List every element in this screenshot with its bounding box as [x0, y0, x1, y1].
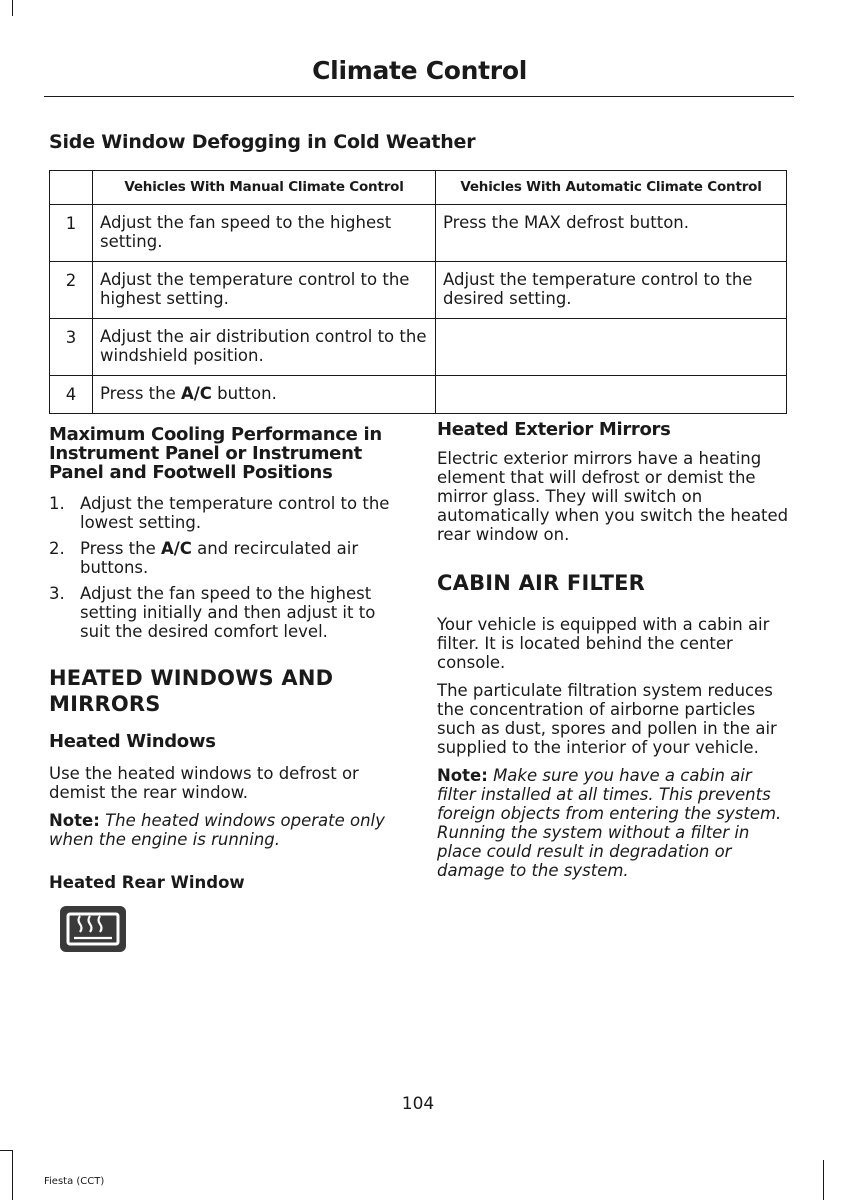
cabin-filter-note	[437, 766, 789, 880]
crop-mark	[12, 0, 13, 16]
table-header-num	[50, 171, 93, 205]
manual-step	[93, 376, 436, 414]
page-number: 104	[401, 1094, 435, 1114]
heated-windows-mirrors-heading: HEATED WINDOWS AND MIRRORS	[49, 666, 334, 716]
page-title: Climate Control	[312, 56, 527, 85]
step-text: Adjust the fan speed to the highest setting initially and then adjust it to suit the desired comfort level.	[80, 584, 376, 641]
heated-windows-heading: Heated Windows	[49, 731, 216, 752]
step-text: Adjust the temperature control to the lowest setting.	[80, 494, 390, 532]
title-rule	[44, 96, 794, 97]
ac-button-label: A/C	[161, 539, 192, 558]
crop-mark	[0, 1150, 12, 1151]
manual-step-pre: Press the	[100, 384, 181, 403]
step-text-pre: Press the	[80, 539, 161, 558]
table-row	[50, 205, 787, 262]
right-column	[437, 420, 789, 880]
doc-id: Fiesta (CCT)	[44, 1176, 105, 1187]
step-text-post: and recirculated air buttons.	[80, 539, 359, 577]
step-number: 4	[50, 376, 93, 414]
note-text: The heated windows operate only when the engine is running.	[49, 811, 385, 849]
auto-step	[436, 319, 787, 376]
side-window-heading: Side Window Defogging in Cold Weather	[49, 131, 476, 153]
rear-defrost-icon	[60, 906, 126, 952]
crop-mark	[12, 1150, 13, 1200]
auto-step: Adjust the temperature control to the desired setting.	[436, 262, 787, 319]
max-cooling-heading: Maximum Cooling Performance in Instrument Panel or Instrument Panel and Footwell Positions	[49, 424, 382, 483]
list-item	[49, 584, 404, 641]
cabin-filter-p1: Your vehicle is equipped with a cabin air filter. It is located behind the center console.	[437, 615, 770, 672]
note-label: Note:	[49, 811, 100, 830]
max-cooling-steps	[49, 494, 404, 641]
step-number: 3.	[49, 584, 65, 603]
heated-windows-note	[49, 811, 404, 849]
defog-steps-table	[49, 170, 787, 414]
cabin-filter-p2: The particulate filtration system reduces the concentration of airborne particles such as dust, spores and pollen in the air supplied to the interior of your vehicle.	[437, 681, 777, 757]
manual-step: Adjust the air distribution control to the windshield position.	[93, 319, 436, 376]
step-number: 2.	[49, 539, 65, 558]
heated-mirrors-body: Electric exterior mirrors have a heating element that will defrost or demist the mirror glass. They will switch on automatically when you switch the heated rear window on.	[437, 449, 789, 544]
cabin-filter-heading: CABIN AIR FILTER	[437, 571, 646, 595]
manual-step: Adjust the temperature control to the highest setting.	[93, 262, 436, 319]
crop-mark	[823, 1160, 824, 1200]
table-row	[50, 319, 787, 376]
table-header-auto: Vehicles With Automatic Climate Control	[436, 171, 787, 205]
auto-step: Press the MAX defrost button.	[436, 205, 787, 262]
step-number: 2	[50, 262, 93, 319]
step-number: 1	[50, 205, 93, 262]
table-row	[50, 376, 787, 414]
left-column	[49, 420, 404, 892]
list-item	[49, 539, 404, 577]
step-number: 1.	[49, 494, 65, 513]
step-number: 3	[50, 319, 93, 376]
heated-mirrors-heading: Heated Exterior Mirrors	[437, 419, 671, 440]
note-label: Note:	[437, 766, 488, 785]
ac-button-label: A/C	[181, 384, 212, 403]
auto-step	[436, 376, 787, 414]
table-header-row	[50, 171, 787, 205]
table-row	[50, 262, 787, 319]
table-header-manual: Vehicles With Manual Climate Control	[93, 171, 436, 205]
heated-rear-window-heading: Heated Rear Window	[49, 873, 245, 892]
note-text: Make sure you have a cabin air filter installed at all times. This prevents foreign objects from entering the system. Running the system without a filter in place could result in degradation or damage to the system.	[437, 766, 782, 880]
manual-step: Adjust the fan speed to the highest setting.	[93, 205, 436, 262]
manual-step-post: button.	[211, 384, 277, 403]
list-item	[49, 494, 404, 532]
heated-windows-body: Use the heated windows to defrost or demist the rear window.	[49, 764, 359, 802]
